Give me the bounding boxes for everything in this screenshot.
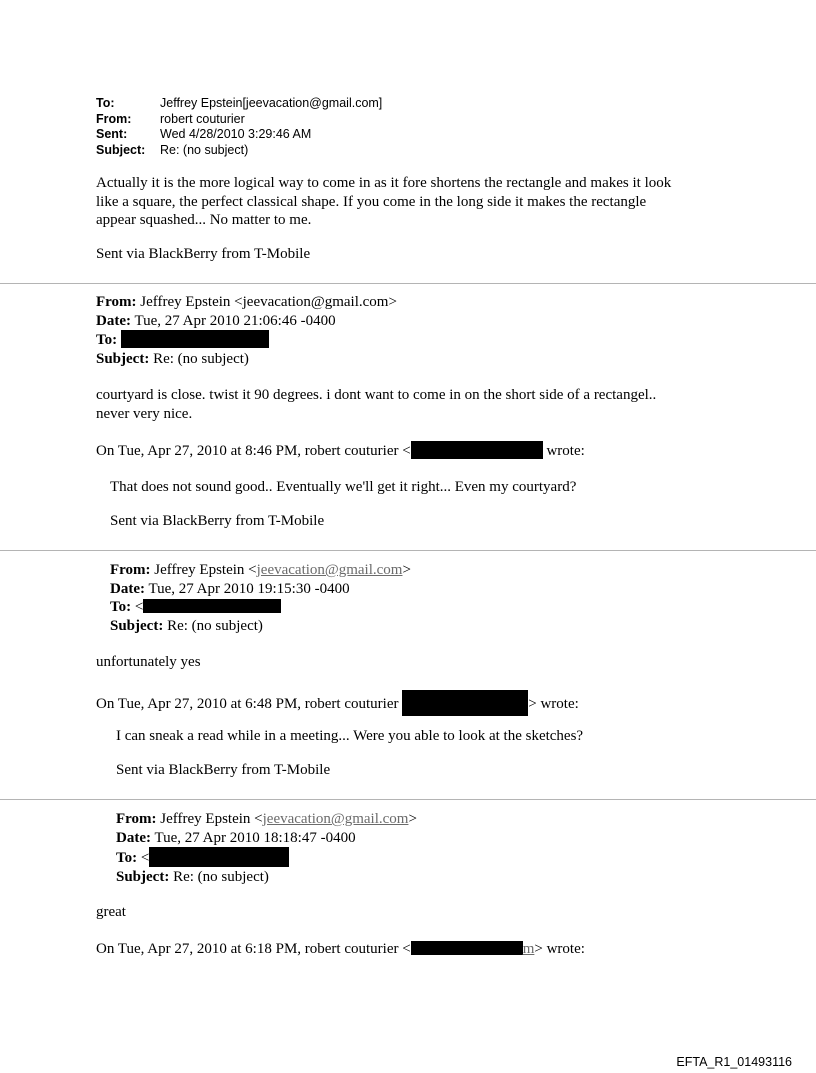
separator-line	[0, 550, 816, 551]
redaction-block	[149, 847, 289, 867]
body-line: never very nice.	[96, 405, 193, 422]
attribution-wrote: > wrote:	[534, 941, 585, 957]
quoted-date-row	[110, 580, 411, 599]
quoted-date-value: Tue, 27 Apr 2010 21:06:46 -0400	[134, 312, 336, 329]
quoted-to-row	[110, 598, 411, 617]
quoted-date-row	[116, 829, 417, 848]
body-line: Actually it is the more logical way to come in as it fore shortens the rectangle and makes it look	[96, 175, 672, 191]
email-link[interactable]: jeevacation@gmail.com	[256, 562, 403, 578]
header-from-value: robert couturier	[160, 111, 245, 126]
redaction-block	[402, 690, 528, 716]
quoted-to-row	[96, 330, 397, 350]
email-link[interactable]: jeevacation@gmail.com	[262, 811, 409, 827]
body-paragraph	[96, 386, 656, 423]
quoted-subject-label: Subject:	[116, 868, 170, 885]
quoted-from-label: From:	[96, 294, 137, 310]
quoted-subject-value: Re: (no subject)	[153, 350, 249, 367]
quoted-date-value: Tue, 27 Apr 2010 19:15:30 -0400	[148, 580, 350, 597]
quoted-header	[116, 810, 417, 886]
quoted-to-label: To:	[96, 332, 118, 348]
quoted-to-label: To:	[116, 850, 138, 866]
redaction-block	[411, 941, 523, 955]
quoted-to-bracket: <	[140, 850, 150, 866]
quoted-subject-value: Re: (no subject)	[167, 617, 263, 634]
redaction-block	[411, 441, 543, 459]
body-line: great	[96, 904, 126, 920]
document-id: EFTA_R1_01493116	[676, 1055, 792, 1069]
quoted-date-value: Tue, 27 Apr 2010 18:18:47 -0400	[154, 829, 356, 846]
quoted-header	[96, 293, 397, 368]
attribution-wrote: wrote:	[546, 443, 585, 459]
attribution-text: On Tue, Apr 27, 2010 at 6:48 PM, robert couturier	[96, 696, 399, 712]
quoted-subject-row	[96, 350, 397, 369]
quoted-subject-label: Subject:	[96, 350, 150, 367]
body-line: courtyard is close. twist it 90 degrees. i dont want to come in on the short side of a rectangel..	[96, 387, 657, 403]
quoted-from-name: Jeffrey Epstein <	[154, 562, 257, 578]
quoted-to-row	[116, 847, 417, 868]
header-subject-label: Subject:	[96, 142, 146, 157]
quoted-date-row	[96, 312, 397, 331]
header-from-label: From:	[96, 111, 132, 126]
quoted-text: I can sneak a read while in a meeting... Were you able to look at the sketches?	[116, 728, 584, 744]
quoted-from-row	[110, 561, 411, 580]
email-header	[96, 96, 382, 158]
body-line: unfortunately yes	[96, 654, 201, 670]
quoted-to-bracket: <	[134, 599, 144, 615]
body-line: like a square, the perfect classical shape. If you come in the long side it makes the rectangle	[96, 193, 647, 210]
body-line: appear squashed... No matter to me.	[96, 212, 312, 228]
header-sent-label: Sent:	[96, 127, 128, 141]
quoted-date-label: Date:	[110, 580, 145, 597]
quoted-from-bracket: >	[408, 811, 417, 827]
signature: Sent via BlackBerry from T-Mobile	[96, 246, 311, 262]
quoted-to-label: To:	[110, 599, 132, 615]
reply-attribution	[96, 940, 585, 959]
header-sent-value: Wed 4/28/2010 3:29:46 AM	[160, 127, 312, 141]
attribution-wrote: > wrote:	[528, 696, 579, 712]
quoted-subject-value: Re: (no subject)	[173, 868, 269, 885]
header-subject-row	[96, 143, 382, 159]
quoted-from-row	[96, 293, 397, 312]
header-from-row	[96, 112, 382, 128]
header-to-row	[96, 96, 382, 112]
attribution-text: On Tue, Apr 27, 2010 at 8:46 PM, robert couturier <	[96, 443, 411, 459]
quoted-text: That does not sound good.. Eventually we'll get it right... Even my courtyard?	[110, 479, 577, 495]
reply-attribution	[96, 441, 585, 461]
quoted-from-name: Jeffrey Epstein <	[160, 811, 263, 827]
signature: Sent via BlackBerry from T-Mobile	[116, 762, 331, 778]
header-to-label: To:	[96, 96, 115, 110]
header-to-value: Jeffrey Epstein[jeevacation@gmail.com]	[160, 96, 383, 110]
quoted-from-row	[116, 810, 417, 829]
signature: Sent via BlackBerry from T-Mobile	[110, 513, 325, 529]
redaction-block	[121, 330, 269, 348]
quoted-subject-row	[110, 617, 411, 636]
quoted-from-label: From:	[116, 811, 157, 827]
quoted-from-value: Jeffrey Epstein <jeevacation@gmail.com>	[140, 294, 397, 310]
separator-line	[0, 799, 816, 800]
separator-line	[0, 283, 816, 284]
quoted-date-label: Date:	[96, 312, 131, 329]
reply-attribution	[96, 690, 579, 716]
email-link[interactable]: m	[522, 941, 535, 957]
attribution-text: On Tue, Apr 27, 2010 at 6:18 PM, robert couturier <	[96, 941, 411, 957]
quoted-subject-row	[116, 868, 417, 887]
body-paragraph	[96, 174, 671, 230]
quoted-subject-label: Subject:	[110, 617, 164, 634]
quoted-header	[110, 561, 411, 635]
quoted-from-bracket: >	[402, 562, 411, 578]
quoted-from-label: From:	[110, 562, 151, 578]
header-sent-row	[96, 127, 382, 143]
redaction-block	[143, 599, 281, 613]
quoted-date-label: Date:	[116, 829, 151, 846]
header-subject-value: Re: (no subject)	[160, 142, 249, 157]
